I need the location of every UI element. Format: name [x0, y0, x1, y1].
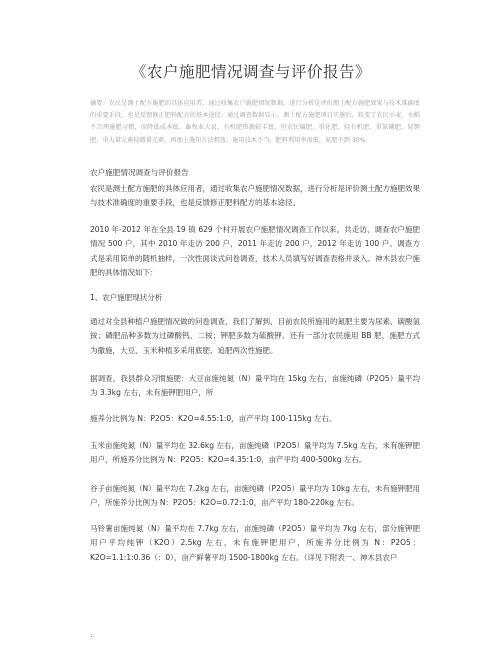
paragraph-soybean: 据调查，我县群众习惯施肥：大豆亩施纯氮（N）量平均在 15kg 左右，亩施纯磷（P2O5）量平均为 3.3kg 左右，未有施钾肥用户，所 — [90, 374, 420, 398]
footer-mark: . — [90, 630, 93, 639]
paragraph-corn: 玉米亩施纯氮（N）量平均在 32.6kg 左右，亩施纯磷（P2O5）量平均为 7.5kg 左右，未有施钾肥用户，所施养分比例为 N：P2O5：K2O=4.35:1:0，亩产平均 400-500kg 左右。 — [90, 441, 420, 465]
paragraph-soybean-ratio: 施养分比例为 N：P2O5：K2O=4.55:1:0，亩产平均 100-115kg 左右。 — [90, 414, 337, 423]
paragraph-intro: 农民是测土配方施肥的具体应用者，通过收集农户施肥情况数据，进行分析是评价测土配方施肥效果与技术准确度的重要手段，也是反馈修正肥料配方的基本途径。 — [90, 184, 420, 208]
document-title: 《农户施肥情况调查与评价报告》 — [130, 63, 371, 81]
paragraph-survey: 2010 年-2012 年在全县 19 镇 629 个村开展农户施肥情况调查工作以来，共走访、调查农户施肥情况 500 户，其中 2010 年走访 200 户，2011 年走访 200 户，2012 年走访 100 户。调查方式是采用简单的随机抽样，一次性面谈式问卷调查，技术人员填写好调查表格并录入。神木县农户施肥的具体情况如下： — [90, 225, 420, 278]
section-heading: 农户施肥情况调查与评价报告 — [90, 168, 189, 177]
paragraph-millet: 谷子亩施纯氮（N）量平均在 7.2kg 左右，亩施纯磷（P2O5）量平均为 10kg 左右，未有施钾肥用户，所施养分比例为 N：P2O5：K2O=0.72:1:0，亩产平均 180-220kg 左右。 — [90, 484, 420, 508]
abstract-text: 摘要：农民是测土配方施肥的具体应用者，通过收集农户施肥情况数据，进行分析是评价测土配方施肥效果与技术准确度的重要手段，也是反馈修正肥料配方的基本途径。通过调查数据显示，测土配方施肥项目实施后，转变了农民小麦、水稻不合理施肥习惯，而降低成本低、畜牧业大县，有机肥资源较丰富，但农民偏肥，重化肥、轻有机肥，重氮磷肥，轻钾肥，重大量元素轻微量元素，再加上施用方法粗放，施用技术不当，肥料利用率很低，氮肥不到 30% — [90, 100, 420, 144]
paragraph-potato: 马铃薯亩施纯氮（N）量平均在 7.7kg 左右，亩施纯磷（P2O5）量平均为 7kg 左右，部分施钾肥用户平均纯钾（K2O）2.5kg 左右，未有施钾肥用户，所施养分比例为 N：P2O5：K2O=1.1:1:0.36（：0），亩产鲜薯平均 1500-1800kg 左右。（详见下附表一、神木县农户 — [90, 524, 420, 562]
paragraph-status: 通过对全县种植户施肥情况做的问卷调查，我们了解到，目前农民所施用的氮肥主要为尿素、碳酸氢铵；磷肥品种多数为过磷酸钙、二铵；钾肥多数为硫酸钾。还有一部分农民施用 BB 肥，施肥方式为撒施，大豆、玉米种植多采用底肥、追肥两次性施肥。 — [90, 317, 420, 355]
section-title-1: 1、农户施肥现状分析 — [90, 293, 163, 302]
